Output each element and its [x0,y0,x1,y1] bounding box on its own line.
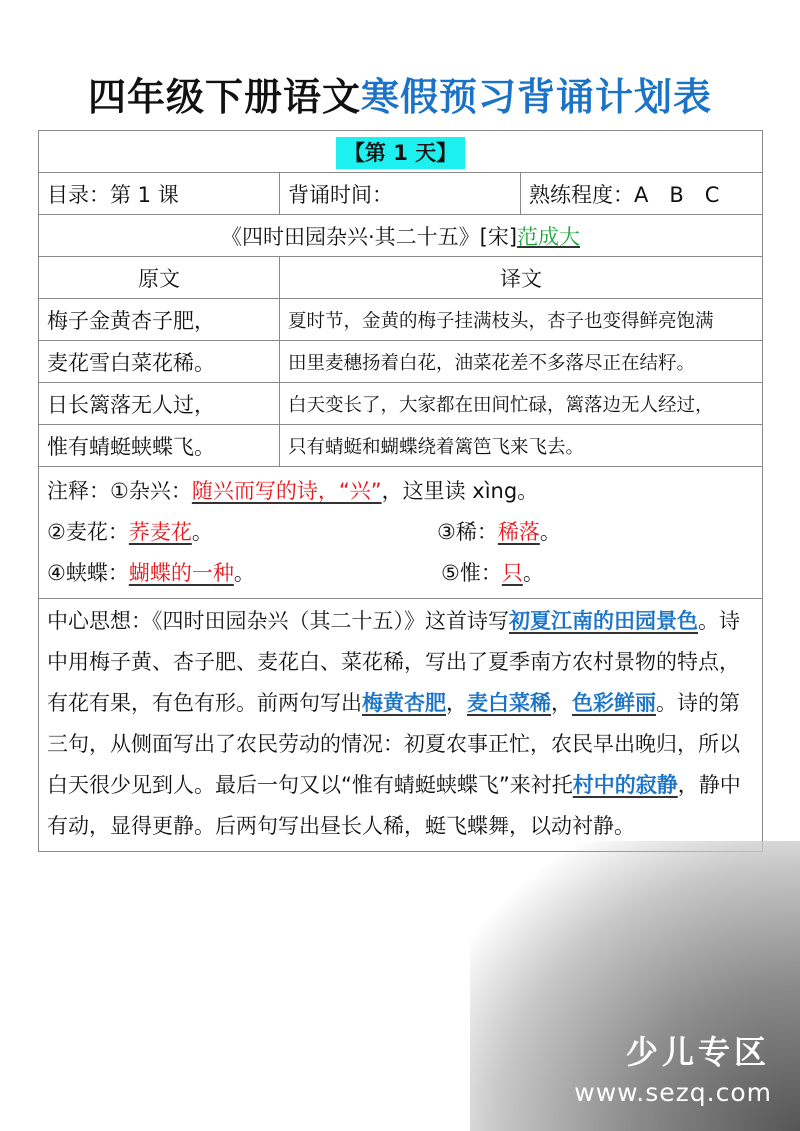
note-label: ③稀： [437,520,498,544]
highlight-phrase: 色彩鲜丽 [572,691,656,715]
col-original-header: 原文 [39,257,280,299]
central-idea [39,599,763,852]
table-row [39,425,763,467]
note-answer: 只 [501,561,523,585]
table-row [39,341,763,383]
note-4 [47,553,441,594]
original-line: 麦花雪白菜花稀。 [39,341,280,383]
summary-text: ， [446,691,467,715]
summary-text: ， [551,691,572,715]
original-line: 日长篱落无人过， [39,383,280,425]
note-label: ②麦花： [47,520,129,544]
notes-cell [39,467,763,599]
note-answer: 随兴而写的诗，“兴” [191,479,382,503]
note-1 [47,471,754,512]
note-5 [441,553,544,594]
summary-text: 中心思想：《四时田园杂兴（其二十五）》这首诗写 [47,609,509,633]
note-tail: 。 [233,561,255,585]
watermark-url: www.sezq.com [574,1078,772,1107]
original-line: 惟有蜻蜓蛱蝶飞。 [39,425,280,467]
summary-text: 。诗的第三句，从侧面写出了农民劳动的情况：初夏农事正忙，农民早出晚归，所以白天很少见到人。最后一句又以“惟有蜻蜓蛱蝶飞”来衬托 [47,691,740,797]
day-cell [39,131,763,173]
day-label: 【第 1 天】 [336,137,465,169]
table-row [39,383,763,425]
highlight-phrase: 麦白菜稀 [467,691,551,715]
translation-line: 只有蜻蜓和蝴蝶绕着篱笆飞来飞去。 [280,425,763,467]
note-tail: 。 [191,520,213,544]
catalog: 目录：第 1 课 [39,173,280,215]
original-line: 梅子金黄杏子肥， [39,299,280,341]
proficiency: 熟练程度：A B C [521,173,763,215]
watermark [470,841,800,1131]
poem-title: 《四时田园杂兴·其二十五》[宋] [220,224,518,249]
page-title [0,66,800,121]
note-tail: 。 [522,561,544,585]
note-3 [437,512,561,553]
watermark-name: 少儿专区 [625,1033,770,1071]
translation-line: 白天变长了，大家都在田间忙碌，篱落边无人经过， [280,383,763,425]
title-black: 四年级下册语文 [87,75,361,119]
note-label: ⑤惟： [441,561,502,585]
note-answer: 蝴蝶的一种 [128,561,234,585]
note-tail: ，这里读 xìng。 [381,479,539,503]
plan-table [38,130,763,852]
title-blue: 寒假预习背诵计划表 [361,75,713,119]
note-2 [47,512,437,553]
summary-text: 。诗中用梅子黄、杏子肥、麦花白、菜花稀，写出了夏季南方农村景物的特点，有花有果，有色有形。前两句写出 [47,609,740,715]
note-answer: 荞麦花 [128,520,192,544]
col-translation-header: 译文 [280,257,763,299]
poem-title-cell [39,215,763,257]
translation-line: 田里麦穗扬着白花，油菜花差不多落尽正在结籽。 [280,341,763,383]
note-label: 注释：①杂兴： [47,479,192,503]
highlight-phrase: 梅黄杏肥 [362,691,446,715]
table-row [39,299,763,341]
note-label: ④蛱蝶： [47,561,129,585]
note-tail: 。 [539,520,561,544]
note-answer: 稀落 [497,520,540,544]
translation-line: 夏时节，金黄的梅子挂满枝头，杏子也变得鲜亮饱满 [280,299,763,341]
recite-time: 背诵时间： [280,173,521,215]
poem-author: 范成大 [517,224,581,249]
highlight-phrase: 村中的寂静 [572,773,678,797]
summary-text: ，静中有动，显得更静。后两句写出昼长人稀，蜓飞蝶舞，以动衬静。 [47,773,741,838]
highlight-phrase: 初夏江南的田园景色 [509,609,698,633]
